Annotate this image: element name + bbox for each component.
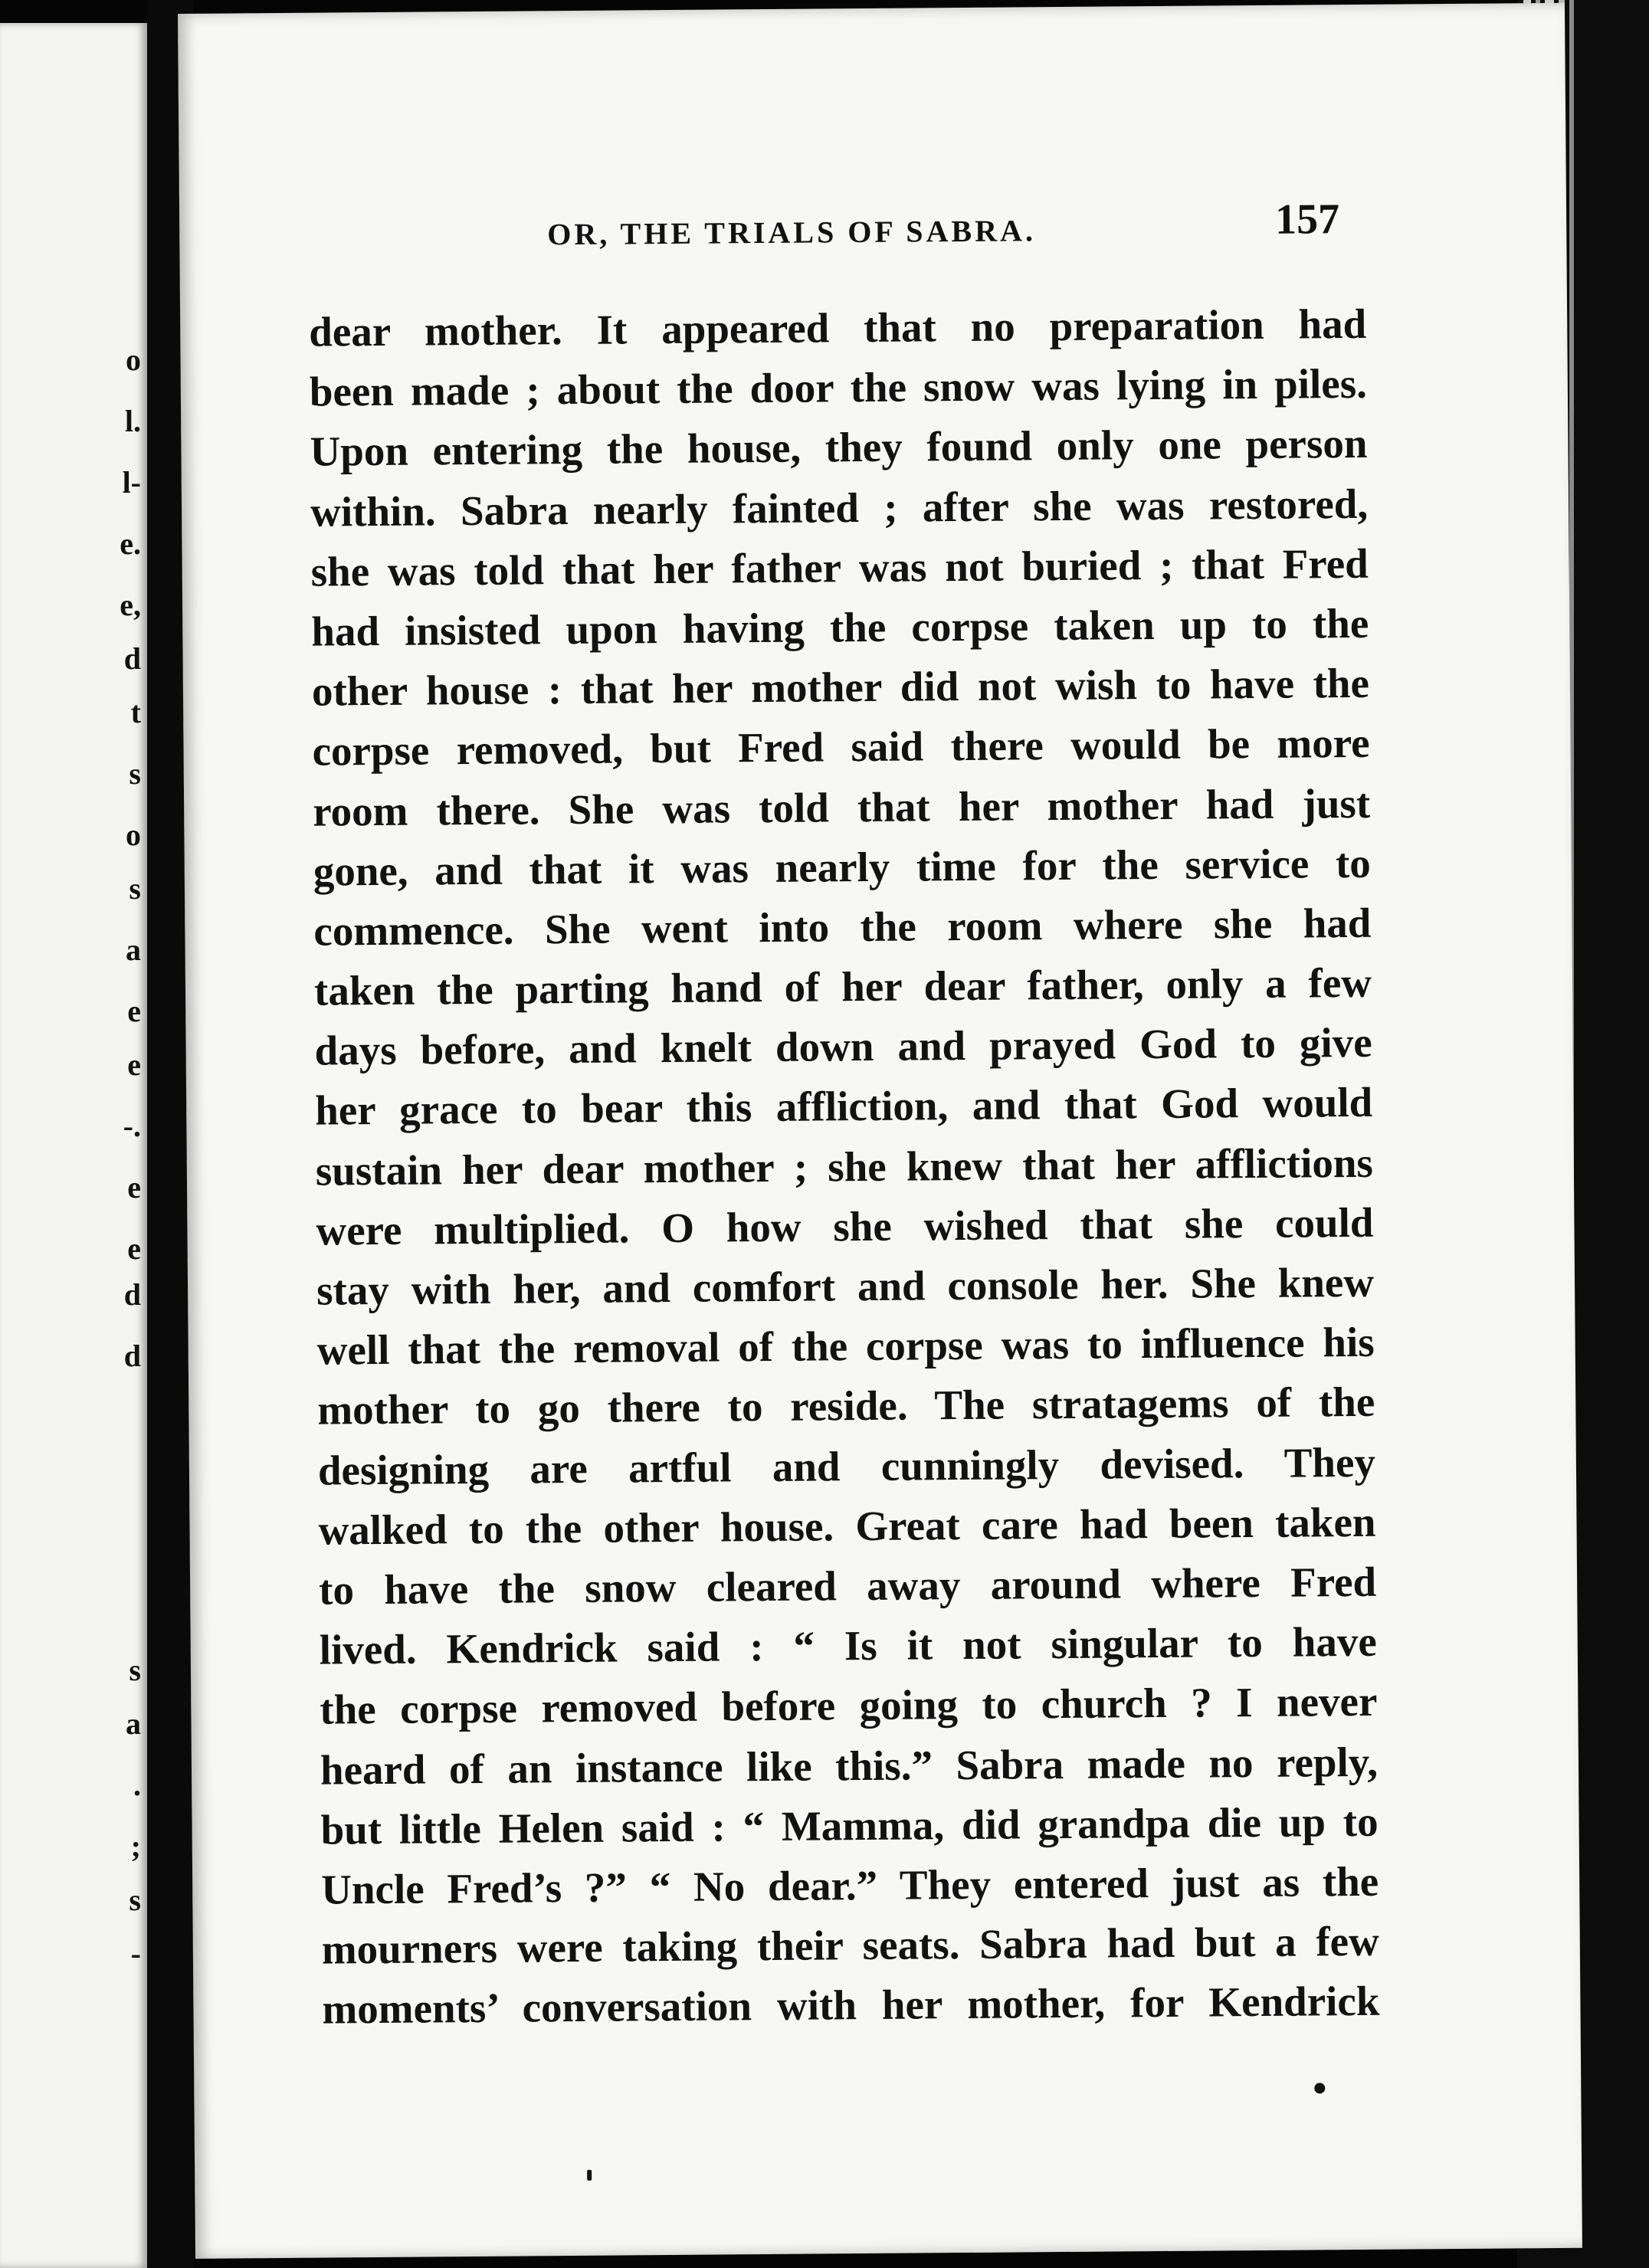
text-line: been made ; about the door the snow was lying in piles. (309, 360, 1368, 415)
left-page-sliver (0, 23, 147, 2268)
text-line: sustain her dear mother ; she knew that her afflictions (315, 1139, 1374, 1195)
left-page-fragment: - (130, 1936, 141, 1971)
text-line: gone, and that it was nearly time for the service to (313, 839, 1371, 895)
text-line: stay with her, and comfort and console her. She knew (316, 1258, 1375, 1314)
ink-speck (1314, 2083, 1325, 2093)
left-page-fragment: o (126, 342, 141, 377)
page-number: 157 (1274, 195, 1340, 244)
left-page-fragment: a (126, 932, 141, 967)
text-line: mourners were taking their seats. Sabra had but a few (321, 1917, 1380, 1973)
text-line: commence. She went into the room where she had (313, 899, 1372, 955)
book-page (178, 3, 1582, 2259)
left-page-fragment: ; (130, 1829, 141, 1863)
text-line: were multiplied. O how she wished that she could (316, 1198, 1374, 1254)
left-page-fragment: d (123, 1277, 141, 1312)
text-line: but little Helen said : “ Mamma, did grandpa die up to (320, 1798, 1379, 1853)
left-page-fragment: e (127, 994, 141, 1028)
text-line: mother to go there to reside. The stratagems of the (317, 1378, 1375, 1434)
text-line: her grace to bear this affliction, and that God would (315, 1079, 1373, 1135)
body-text (309, 294, 1380, 2040)
text-line: days before, and knelt down and prayed God to give (314, 1019, 1372, 1074)
running-head: OR, THE TRIALS OF SABRA. (547, 213, 1037, 252)
left-page-fragment: s (129, 871, 141, 906)
text-line: other house : that her mother did not wish to have the (311, 659, 1370, 715)
left-page-fragment: t (130, 695, 141, 729)
left-page-fragment: -. (123, 1109, 141, 1143)
text-line: heard of an instance like this.” Sabra made no reply, (320, 1738, 1379, 1794)
left-page-fragment: s (129, 1883, 141, 1917)
text-line: moments’ conversation with her mother, for Kendrick (322, 1978, 1380, 2033)
text-line: had insisted upon having the corpse taken up to the (311, 599, 1369, 655)
left-page-fragment: a (126, 1706, 141, 1741)
text-line: room there. She was told that her mother had just (312, 779, 1371, 835)
text-line: Upon entering the house, they found only one person (310, 420, 1368, 476)
left-page-fragment: e (127, 1170, 141, 1204)
left-page-fragment: d (123, 641, 141, 676)
left-page-fragment: d (123, 1339, 141, 1373)
text-line: walked to the other house. Great care had been taken (318, 1498, 1376, 1554)
text-line: taken the parting hand of her dear father, only a few (313, 959, 1372, 1014)
left-page-fragment: e, (120, 588, 141, 622)
text-line: Uncle Fred’s ?” “ No dear.” They entered just as the (320, 1857, 1379, 1913)
text-line: within. Sabra nearly fainted ; after she was restored, (310, 480, 1369, 536)
left-page-fragment: o (126, 818, 141, 852)
text-line: she was told that her father was not buried ; that Fred (310, 539, 1369, 595)
text-line: well that the removal of the corpse was to influence his (316, 1318, 1375, 1374)
ink-speck (587, 2170, 592, 2181)
text-line: dear mother. It appeared that no preparation had (309, 300, 1367, 356)
text-line: lived. Kendrick said : “ Is it not singular to have (319, 1617, 1377, 1673)
left-page-fragment: s (129, 756, 141, 791)
text-line: the corpse removed before going to church ? I never (320, 1678, 1378, 1733)
left-page-fragment: e. (120, 526, 141, 561)
text-line: to have the snow cleared away around where Fred (318, 1558, 1377, 1614)
left-page-fragment: e (127, 1231, 141, 1266)
left-page-fragment: l- (122, 465, 141, 500)
text-line: corpse removed, but Fred said there would be more (312, 719, 1370, 775)
left-page-fragment: e (127, 1047, 141, 1082)
left-page-fragment: . (133, 1768, 141, 1802)
left-page-fragment: l. (124, 404, 141, 438)
left-page-fragment: s (129, 1653, 141, 1687)
text-line: designing are artful and cunningly devised. They (317, 1438, 1376, 1494)
